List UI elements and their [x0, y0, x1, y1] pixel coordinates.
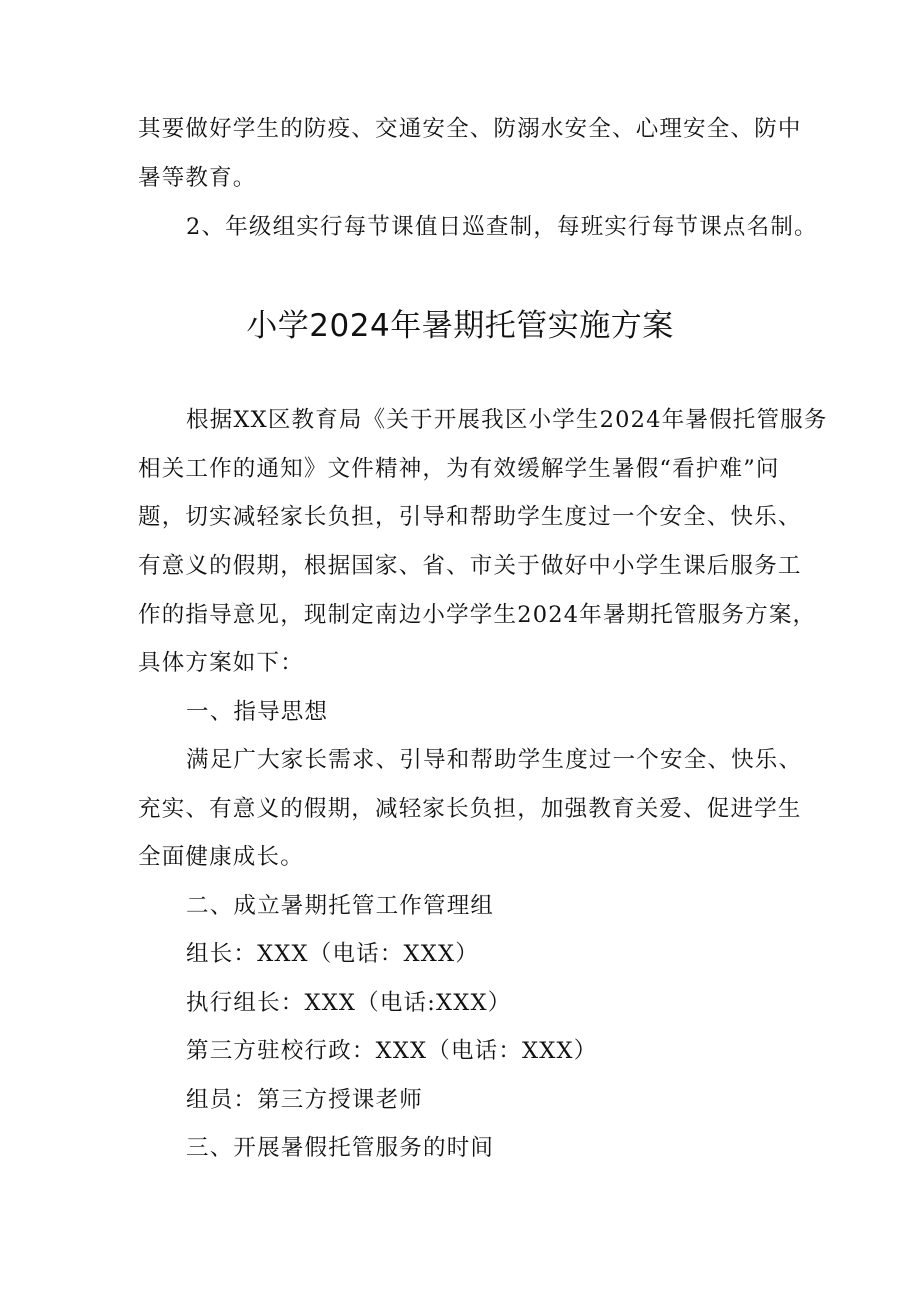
prev-section-line-1: 其要做好学生的防疫、交通安全、防溺水安全、心理安全、防中 [138, 116, 802, 142]
intro-line-1: 根据XX区教育局《关于开展我区小学生2024年暑假托管服务 [186, 407, 828, 433]
section2-exec-leader: 执行组长：XXX（电话:XXX） [186, 990, 512, 1016]
section1-line-3: 全面健康成长。 [138, 844, 304, 870]
section2-admin: 第三方驻校行政：XXX（电话：XXX） [186, 1038, 598, 1064]
intro-line-3: 题，切实减轻家长负担，引导和帮助学生度过一个安全、快乐、 [138, 504, 802, 530]
section1-line-2: 充实、有意义的假期，减轻家长负担，加强教育关爱、促进学生 [138, 796, 802, 822]
intro-line-2: 相关工作的通知》文件精神，为有效缓解学生暑假“看护难”问 [138, 456, 780, 482]
intro-line-4: 有意义的假期，根据国家、省、市关于做好中小学生课后服务工 [138, 553, 802, 579]
prev-section-line-2: 暑等教育。 [138, 165, 257, 191]
section2-heading: 二、成立暑期托管工作管理组 [186, 893, 495, 919]
intro-line-5: 作的指导意见，现制定南边小学学生2024年暑期托管服务方案， [138, 602, 817, 628]
section1-heading: 一、指导思想 [186, 699, 329, 725]
section1-line-1: 满足广大家长需求、引导和帮助学生度过一个安全、快乐、 [186, 747, 803, 773]
section2-leader: 组长：XXX（电话：XXX） [186, 941, 479, 967]
prev-section-item-2: 2、年级组实行每节课值日巡查制，每班实行每节课点名制。 [186, 214, 818, 240]
section3-heading: 三、开展暑假托管服务的时间 [186, 1135, 495, 1161]
intro-line-6: 具体方案如下： [138, 650, 304, 676]
document-title: 小学2024年暑期托管实施方案 [246, 308, 674, 344]
section2-members: 组员：第三方授课老师 [186, 1087, 424, 1113]
